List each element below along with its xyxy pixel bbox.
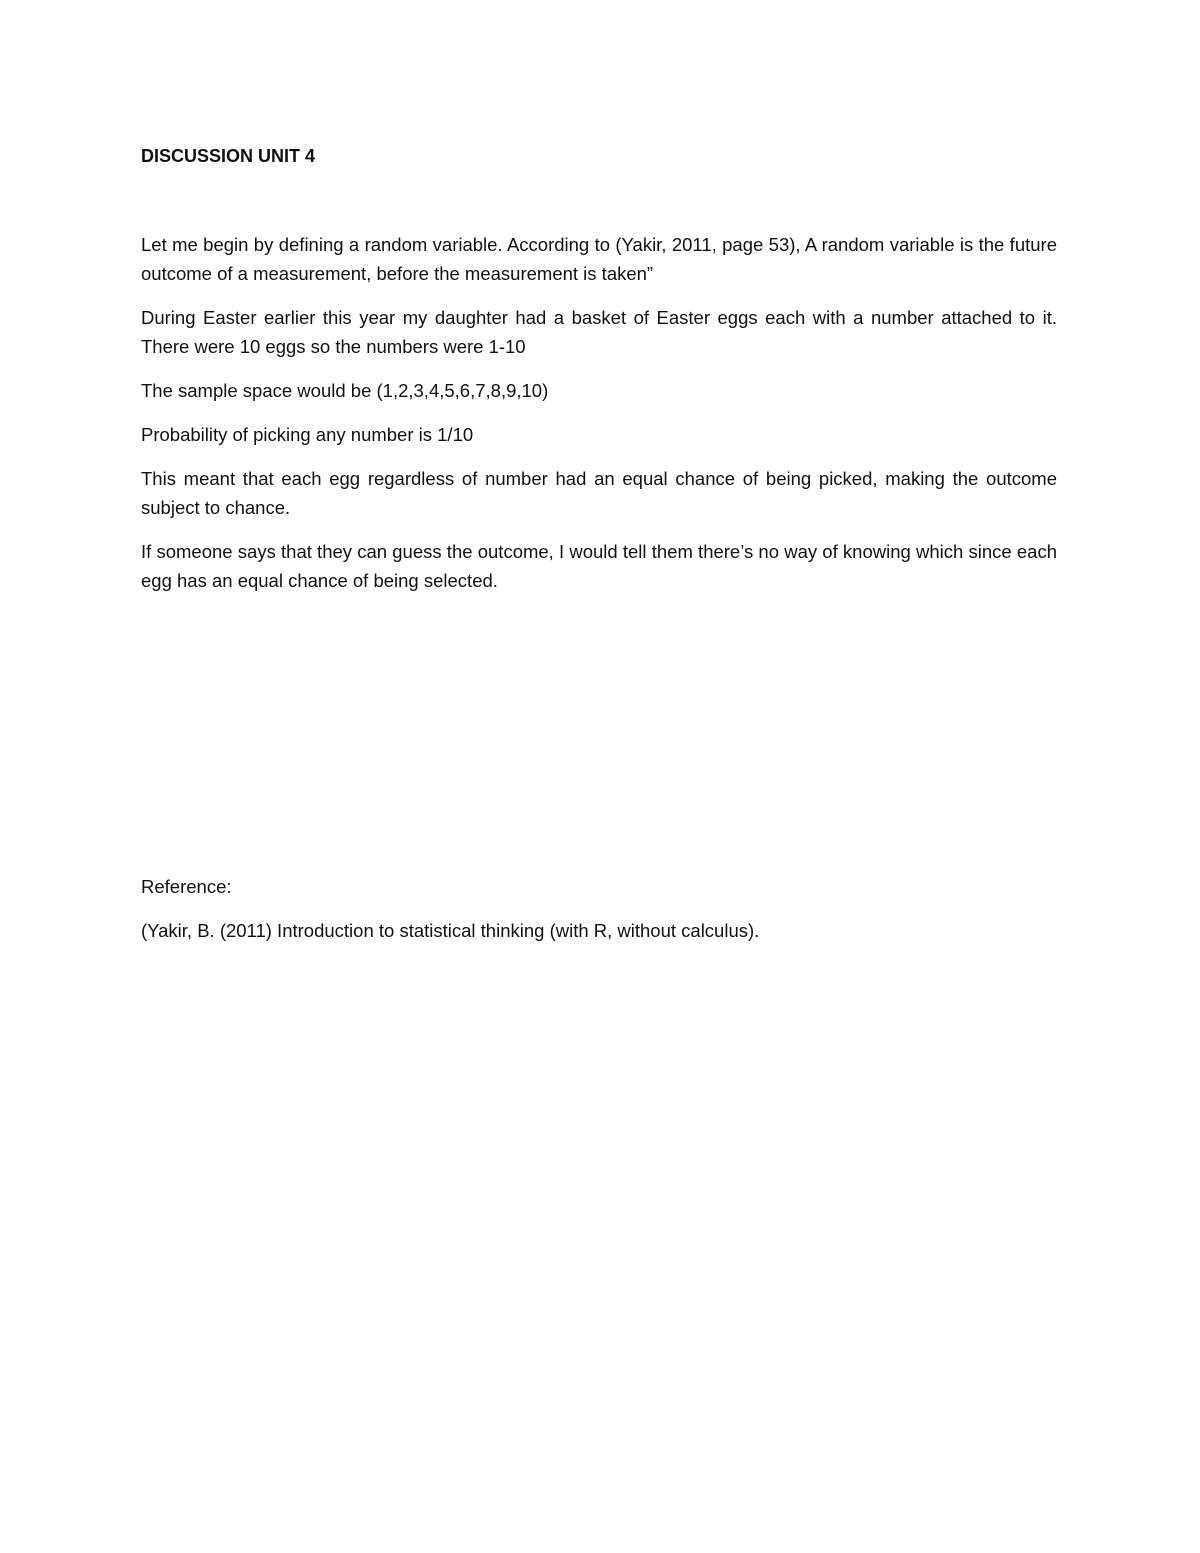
paragraph-sample-space: The sample space would be (1,2,3,4,5,6,7,8,9,10) xyxy=(141,380,549,401)
paragraph-equal-chance: This meant that each egg regardless of number had an equal chance of being picked, making the outcome subject to chance. xyxy=(141,468,1057,518)
reference-label: Reference: xyxy=(141,876,232,897)
paragraph-definition: Let me begin by defining a random variable. According to (Yakir, 2011, page 53), A random variable is the future outcome of a measurement, before the measurement is taken” xyxy=(141,234,1057,284)
paragraph-probability: Probability of picking any number is 1/10 xyxy=(141,424,474,445)
paragraph-guess-outcome: If someone says that they can guess the outcome, I would tell them there’s no way of knowing which since each egg has an equal chance of being selected. xyxy=(141,541,1057,591)
document-title: DISCUSSION UNIT 4 xyxy=(141,146,316,166)
paragraph-easter-eggs: During Easter earlier this year my daughter had a basket of Easter eggs each with a number attached to it. There were 10 eggs so the numbers were 1-10 xyxy=(141,307,1057,357)
reference-entry: (Yakir, B. (2011) Introduction to statistical thinking (with R, without calculus). xyxy=(141,920,760,941)
document-body xyxy=(141,142,1057,610)
reference-section xyxy=(141,872,1057,960)
